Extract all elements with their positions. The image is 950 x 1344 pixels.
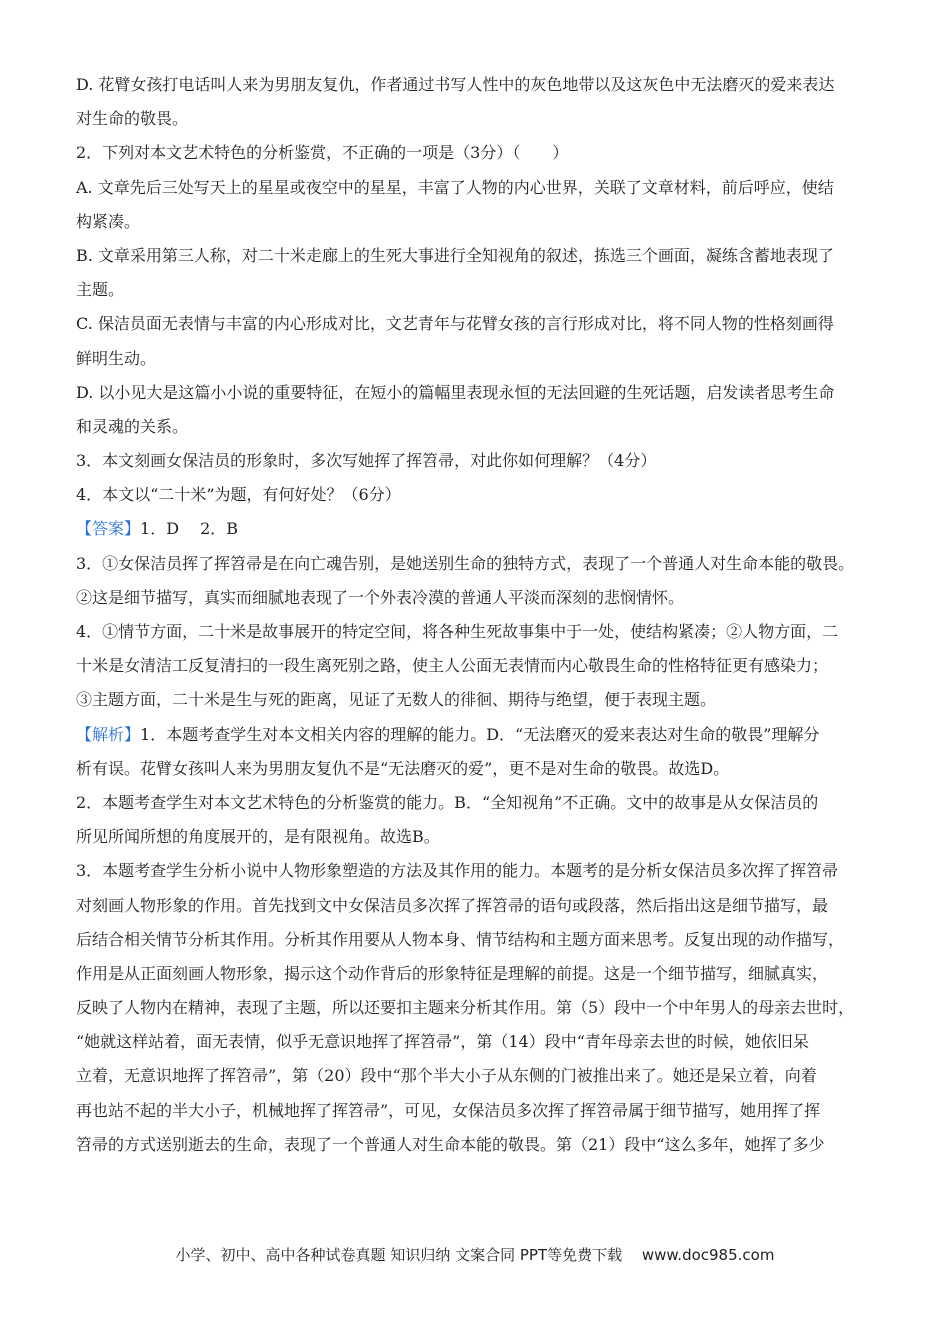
answer-4: 4．①情节方面，二十米是故事展开的特定空间，将各种生死故事集中于一处，使结构紧凑；②人物方面，二 <box>76 622 839 641</box>
text-line: 鲜明生动。 <box>76 348 157 368</box>
text-line: ②这是细节描写，真实而细腻地表现了一个外表冷漠的普通人平淡而深刻的悲悯情怀。 <box>76 587 685 607</box>
text-line: 反映了人物内在精神，表现了主题，所以还要扣主题来分析其作用。第（5）段中一个中年男人的母亲去世时， <box>76 998 855 1018</box>
text-line: 作用是从正面刻画人物形象，揭示这个动作背后的形象特征是理解的前提。这是一个细节描写，细腻真实， <box>76 963 829 983</box>
text-line: 十米是女清洁工反复清扫的一段生离死别之路，使主人公面无表情而内心敬畏生命的性格特征更有感染力； <box>76 656 829 676</box>
text-line: ③主题方面，二十米是生与死的距离，见证了无数人的徘徊、期待与绝望，便于表现主题。 <box>76 690 717 710</box>
option-d: D. 以小见大是这篇小小说的重要特征，在短小的篇幅里表现永恒的无法回避的生死话题，启发读者思考生命 <box>76 382 835 402</box>
option-b: B. 文章采用第三人称，对二十米走廊上的生死大事进行全知视角的叙述，拣选三个画面，凝练含蓄地表现了 <box>76 245 834 265</box>
text-line: 主题。 <box>76 280 125 300</box>
text-line: 笤帚的方式送别逝去的生命，表现了一个普通人对生命本能的敬畏。第（21）段中“这么多年，她挥了多少 <box>76 1134 825 1154</box>
text-line: 和灵魂的关系。 <box>76 416 189 436</box>
answer-text: 1．D 2．B <box>140 519 239 539</box>
text-line: 后结合相关情节分析其作用。分析其作用要从人物本身、情节结构和主题方面来思考。反复出现的动作描写， <box>76 929 845 949</box>
question-2: 2．下列对本文艺术特色的分析鉴赏，不正确的一项是（3分）（ ） <box>76 143 569 163</box>
document-body <box>76 68 876 1162</box>
page-footer: 小学、初中、高中各种试卷真题 知识归纳 文案合同 PPT等免费下载 www.doc985.com <box>175 1246 775 1264</box>
text-line: 再也站不起的半大小子，机械地挥了挥笤帚”，可见，女保洁员多次挥了挥笤帚属于细节描写，她用挥了挥 <box>76 1100 821 1120</box>
answer-3: 3．①女保洁员挥了挥笤帚是在向亡魂告别，是她送别生命的独特方式，表现了一个普通人对生命本能的敬畏。 <box>76 553 855 573</box>
analysis-line <box>76 718 876 752</box>
text-line: 构紧凑。 <box>76 211 141 231</box>
option-a: A. 文章先后三处写天上的星星或夜空中的星星，丰富了人物的内心世界，关联了文章材料，前后呼应，使结 <box>76 177 834 197</box>
question-4: 4．本文以“二十米”为题，有何好处？（6分） <box>76 485 401 505</box>
analysis-tag: 【解析】 <box>76 724 141 744</box>
question-3: 3．本文刻画女保洁员的形象时，多次写她挥了挥笤帚，对此你如何理解？（4分） <box>76 451 657 471</box>
answer-line <box>76 512 876 546</box>
text-line: 对生命的敬畏。 <box>76 109 189 129</box>
option-c: C. 保洁员面无表情与丰富的内心形成对比，文艺青年与花臂女孩的言行形成对比，将不同人物的性格刻画得 <box>76 314 834 334</box>
text-line: 析有误。花臂女孩叫人来为男朋友复仇不是“无法磨灭的爱”，更不是对生命的敬畏。故选D。 <box>76 758 730 778</box>
answer-tag: 【答案】 <box>76 519 141 539</box>
analysis-3: 3．本题考查学生分析小说中人物形象塑造的方法及其作用的能力。本题考的是分析女保洁员多次挥了挥笤帚 <box>76 861 839 881</box>
text-line: 立着，无意识地挥了挥笤帚”，第（20）段中“那个半大小子从东侧的门被推出来了。她还是呆立着，向着 <box>76 1066 817 1086</box>
text-line: 所见所闻所想的角度展开的，是有限视角。故选B。 <box>76 827 440 847</box>
text-line: D. 花臂女孩打电话叫人来为男朋友复仇，作者通过书写人性中的灰色地带以及这灰色中无法磨灭的爱来表达 <box>76 75 835 94</box>
analysis-text: 1．本题考查学生对本文相关内容的理解的能力。D．“无法磨灭的爱来表达对生命的敬畏”理解分 <box>140 724 820 744</box>
text-line: “她就这样站着，面无表情，似乎无意识地挥了挥笤帚”，第（14）段中“青年母亲去世的时候，她依旧呆 <box>76 1032 809 1052</box>
text-line: 对刻画人物形象的作用。首先找到文中女保洁员多次挥了挥笤帚的语句或段落，然后指出这是细节描写，最 <box>76 895 829 915</box>
analysis-2: 2．本题考查学生对本文艺术特色的分析鉴赏的能力。B．“全知视角”不正确。文中的故事是从女保洁员的 <box>76 792 819 812</box>
